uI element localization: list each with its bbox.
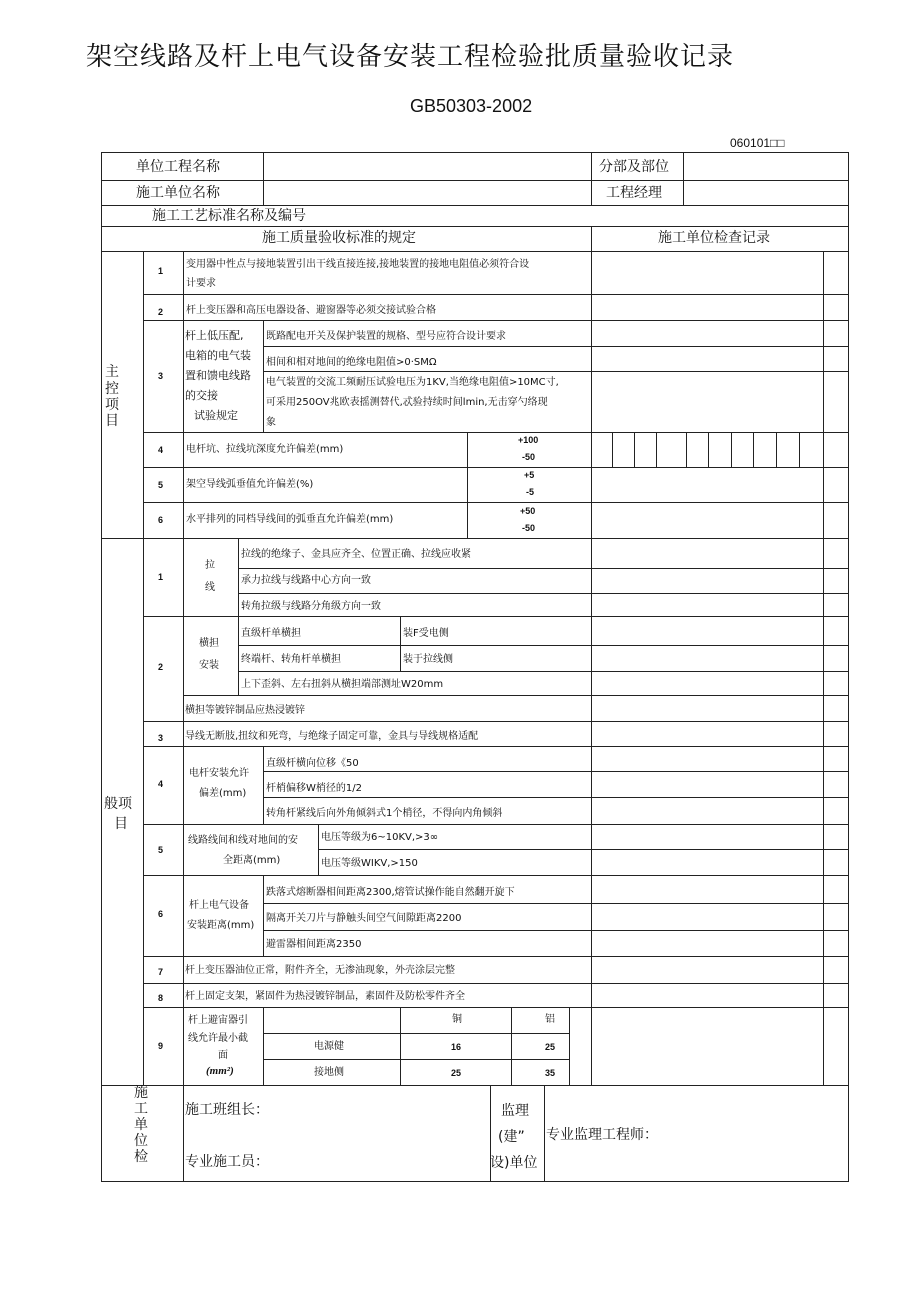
item-number: 1 bbox=[158, 572, 164, 582]
main-control-label: 项 bbox=[105, 397, 119, 413]
grid-line bbox=[848, 152, 849, 1182]
table-cell-value: 16 bbox=[451, 1042, 462, 1052]
project-manager-label: 工程经理 bbox=[606, 185, 662, 201]
main-control-label: 主 bbox=[105, 364, 119, 380]
item-sub-text: 承力拉线与线路中心方向一致 bbox=[241, 575, 371, 586]
grid-line bbox=[143, 616, 849, 617]
item-number: 7 bbox=[158, 967, 164, 977]
item-sub-text: 转角杆紧线后向外角倾斜式1个梢径，不得向内角倾斜 bbox=[266, 808, 503, 819]
tolerance-value: -50 bbox=[522, 452, 536, 462]
footer-unit-label: 位 bbox=[134, 1133, 148, 1149]
grid-line bbox=[634, 432, 635, 467]
item-sub-text: 装于拉线侧 bbox=[403, 654, 453, 665]
item-text: 杆上固定支架，紧固件为热浸镀锌制品，素固件及防松零件齐全 bbox=[185, 991, 465, 1002]
sub-project-label: 分部及部位 bbox=[599, 159, 669, 175]
footer-unit-label: 施 bbox=[134, 1085, 148, 1101]
grid-line bbox=[183, 695, 849, 696]
grid-line bbox=[263, 930, 849, 931]
grid-line bbox=[683, 152, 684, 206]
item-number: 8 bbox=[158, 993, 164, 1003]
grid-line bbox=[263, 346, 849, 347]
grid-line bbox=[591, 251, 592, 1085]
page-title: 架空线路及杆上电气设备安装工程检验批质量验收记录 bbox=[86, 42, 735, 72]
grid-line bbox=[101, 1085, 849, 1086]
grid-line bbox=[101, 1181, 849, 1182]
table-cell-value: 25 bbox=[545, 1042, 556, 1052]
item-text: 计要求 bbox=[186, 278, 216, 289]
tolerance-value: -50 bbox=[522, 523, 536, 533]
form-code: 060101□□ bbox=[730, 136, 785, 150]
row-label: 接地侧 bbox=[314, 1067, 344, 1078]
grid-line bbox=[263, 320, 264, 433]
general-item-label: 般项 bbox=[104, 796, 132, 812]
grid-line bbox=[263, 746, 264, 824]
grid-line bbox=[143, 983, 849, 984]
column-header-aluminum: 铝 bbox=[545, 1014, 555, 1025]
process-standard-label: 施工工艺标准名称及编号 bbox=[152, 208, 306, 224]
table-cell-value: 25 bbox=[451, 1068, 462, 1078]
item-group-label: 线 bbox=[205, 582, 215, 593]
item-sub-text: 上下歪斜、左右扭斜从横担端部测址W20mm bbox=[241, 679, 444, 690]
grid-line bbox=[318, 824, 319, 875]
item-number: 3 bbox=[158, 371, 164, 381]
footer-unit-label: 检 bbox=[134, 1149, 148, 1165]
grid-line bbox=[101, 538, 849, 539]
grid-line bbox=[731, 432, 732, 467]
item-number: 9 bbox=[158, 1041, 164, 1051]
item-group-label: 安装 bbox=[199, 660, 219, 671]
grid-line bbox=[708, 432, 709, 467]
main-control-label: 控 bbox=[105, 381, 119, 397]
item-number: 4 bbox=[158, 779, 164, 789]
item-group-label: 试验规定 bbox=[194, 409, 238, 422]
grid-line bbox=[101, 180, 849, 181]
item-sub-text: 电气装置的交流工频耐压试验电压为1KV,当绝缘电阻值>10MC寸, bbox=[266, 377, 559, 388]
item-text: 导线无断肢,扭纹和死弯，与绝缘子固定可靠，金具与导线规格适配 bbox=[185, 731, 479, 742]
grid-line bbox=[263, 1007, 264, 1085]
grid-line bbox=[263, 152, 264, 206]
tolerance-value: -5 bbox=[526, 487, 535, 497]
standard-code: GB50303-2002 bbox=[410, 96, 533, 116]
item-number: 4 bbox=[158, 445, 164, 455]
grid-line bbox=[238, 593, 849, 594]
grid-line bbox=[143, 875, 849, 876]
item-text: 架空导线弧垂值允许偏差(%) bbox=[186, 479, 314, 490]
item-sub-text: 杆梢偏移W梢径的1/2 bbox=[266, 783, 362, 794]
grid-line bbox=[263, 903, 849, 904]
supervising-engineer-label: 专业监理工程师： bbox=[546, 1127, 658, 1143]
grid-line bbox=[143, 956, 849, 957]
item-sub-text: 象 bbox=[266, 417, 276, 428]
column-header-copper: 铜 bbox=[452, 1014, 462, 1025]
grid-line bbox=[263, 771, 849, 772]
grid-line bbox=[238, 645, 849, 646]
grid-line bbox=[101, 251, 849, 252]
grid-line bbox=[143, 432, 849, 433]
grid-line bbox=[238, 538, 239, 696]
grid-line bbox=[263, 1033, 569, 1034]
item-sub-text: 装F受电侧 bbox=[403, 628, 449, 639]
item-group-label: 面 bbox=[218, 1050, 228, 1061]
item-number: 5 bbox=[158, 845, 164, 855]
grid-line bbox=[183, 251, 184, 1085]
grid-line bbox=[263, 797, 849, 798]
grid-line bbox=[612, 432, 613, 467]
item-group-label: 线允许最小截 bbox=[188, 1033, 248, 1044]
grid-line bbox=[544, 1085, 545, 1181]
item-group-label: 杆上低压配, bbox=[185, 329, 244, 342]
item-number: 2 bbox=[158, 662, 164, 672]
supervisor-unit-label: 监理 bbox=[501, 1103, 529, 1119]
grid-line bbox=[656, 432, 657, 467]
item-sub-text: 跌落式熔断器相间距离2300,熔管试操作能自然翻开旋下 bbox=[266, 887, 515, 898]
grid-line bbox=[183, 1085, 184, 1181]
item-sub-text: 隔离开关刀片与静触头间空气间隙距离2200 bbox=[266, 913, 462, 924]
item-group-label: 电箱的电气装 bbox=[185, 349, 251, 362]
grid-line bbox=[143, 251, 144, 1085]
item-sub-text: 直级杆横向位移《50 bbox=[266, 758, 359, 769]
item-number: 5 bbox=[158, 480, 164, 490]
grid-line bbox=[591, 226, 592, 251]
item-number: 2 bbox=[158, 307, 164, 317]
item-sub-text: 相间和相对地间的绝缘电阻值>0·SMΩ bbox=[266, 357, 437, 368]
item-group-label: 的交接 bbox=[185, 389, 218, 402]
grid-line bbox=[591, 152, 592, 206]
item-number: 6 bbox=[158, 909, 164, 919]
grid-line bbox=[753, 432, 754, 467]
grid-line bbox=[143, 320, 849, 321]
item-sub-text: 既路配电开关及保护装置的规格、型号应符合设计要求 bbox=[266, 331, 506, 342]
grid-line bbox=[101, 152, 849, 153]
item-number: 6 bbox=[158, 515, 164, 525]
grid-line bbox=[263, 1059, 569, 1060]
item-group-label: 拉 bbox=[205, 560, 215, 571]
grid-line bbox=[799, 432, 800, 467]
grid-line bbox=[143, 294, 849, 295]
item-sub-text: 直级杆单横担 bbox=[241, 628, 301, 639]
item-number: 3 bbox=[158, 733, 164, 743]
item-sub-text: 横担等镀锌制品应热浸镀锌 bbox=[185, 705, 305, 716]
item-group-label: 杆上电气设备 bbox=[189, 900, 249, 911]
item-text: 电杆坑、拉线坑深度允许偏差(mm) bbox=[186, 444, 344, 455]
construction-unit-label: 施工单位名称 bbox=[136, 185, 220, 201]
footer-unit-label: 单 bbox=[134, 1117, 148, 1133]
item-group-label: 置和馈电线路 bbox=[185, 369, 251, 382]
grid-line bbox=[143, 721, 849, 722]
unit-project-label: 单位工程名称 bbox=[136, 159, 220, 175]
grid-line bbox=[467, 432, 468, 538]
grid-line bbox=[143, 1007, 849, 1008]
item-group-label: 偏差(mm) bbox=[199, 788, 247, 799]
tolerance-value: +50 bbox=[520, 506, 536, 516]
worker-label: 专业施工员： bbox=[185, 1154, 269, 1170]
tolerance-value: +5 bbox=[524, 470, 535, 480]
team-leader-label: 施工班组长： bbox=[185, 1102, 269, 1118]
grid-line bbox=[143, 502, 849, 503]
item-sub-text: 电压等级为6~10KV,>3∞ bbox=[321, 832, 439, 843]
item-sub-text: 拉线的绝缘子、金具应齐全、位置正确、拉线应收紧 bbox=[241, 549, 471, 560]
item-number: 1 bbox=[158, 266, 164, 276]
grid-line bbox=[143, 467, 849, 468]
acceptance-standard-header: 施工质量验收标准的规定 bbox=[262, 230, 416, 246]
grid-line bbox=[238, 671, 849, 672]
item-sub-text: 电压等级WIKV,>150 bbox=[321, 858, 418, 869]
item-group-label: (mm²) bbox=[206, 1065, 234, 1077]
table-cell-value: 35 bbox=[545, 1068, 556, 1078]
grid-line bbox=[143, 824, 849, 825]
grid-line bbox=[143, 746, 849, 747]
item-sub-text: 转角拉级与线路分角级方向一致 bbox=[241, 601, 381, 612]
item-group-label: 杆上避宙器引 bbox=[188, 1015, 248, 1026]
item-sub-text: 避雷器相间距离2350 bbox=[266, 939, 362, 950]
grid-line bbox=[686, 432, 687, 467]
grid-line bbox=[400, 1007, 401, 1085]
supervisor-unit-label: (建” bbox=[498, 1129, 525, 1145]
grid-line bbox=[101, 152, 102, 1182]
footer-unit-label: 工 bbox=[134, 1101, 148, 1117]
grid-line bbox=[263, 875, 264, 956]
general-item-label: 目 bbox=[114, 816, 128, 832]
item-text: 杆上变压器油位正常，附件齐全，无渗油现象，外壳涂层完整 bbox=[185, 965, 455, 976]
item-sub-text: 终端杆、转角杆单横担 bbox=[241, 654, 341, 665]
row-label: 电源健 bbox=[314, 1041, 344, 1052]
grid-line bbox=[569, 1007, 570, 1085]
item-group-label: 电杆安装允许 bbox=[189, 768, 249, 779]
grid-line bbox=[238, 568, 849, 569]
check-record-header: 施工单位检查记录 bbox=[658, 230, 770, 246]
main-control-label: 目 bbox=[105, 413, 119, 429]
item-text: 杆上变压器和高压电器设备、避窗器等必须交接试验合格 bbox=[186, 305, 436, 316]
item-group-label: 横担 bbox=[199, 638, 219, 649]
grid-line bbox=[263, 371, 849, 372]
item-text: 水平排列的同档导线间的弧垂直允许偏差(mm) bbox=[186, 514, 394, 525]
item-group-label: 全距离(mm) bbox=[223, 855, 281, 866]
supervisor-unit-label: 设)单位 bbox=[490, 1155, 538, 1171]
grid-line bbox=[776, 432, 777, 467]
grid-line bbox=[511, 1007, 512, 1085]
item-text: 变用器中性点与接地装置引出干线直接连接,接地装置的接地电阻值必须符合设 bbox=[186, 259, 530, 270]
item-group-label: 安装距离(mm) bbox=[187, 920, 255, 931]
tolerance-value: +100 bbox=[518, 435, 539, 445]
grid-line bbox=[400, 616, 401, 671]
grid-line bbox=[823, 251, 824, 1085]
item-sub-text: 可采用250OV兆欧表摇测替代,忒验持续时间lmin,无击穿勺络现 bbox=[266, 397, 548, 408]
grid-line bbox=[318, 849, 849, 850]
item-group-label: 线路线间和线对地间的安 bbox=[188, 835, 298, 846]
